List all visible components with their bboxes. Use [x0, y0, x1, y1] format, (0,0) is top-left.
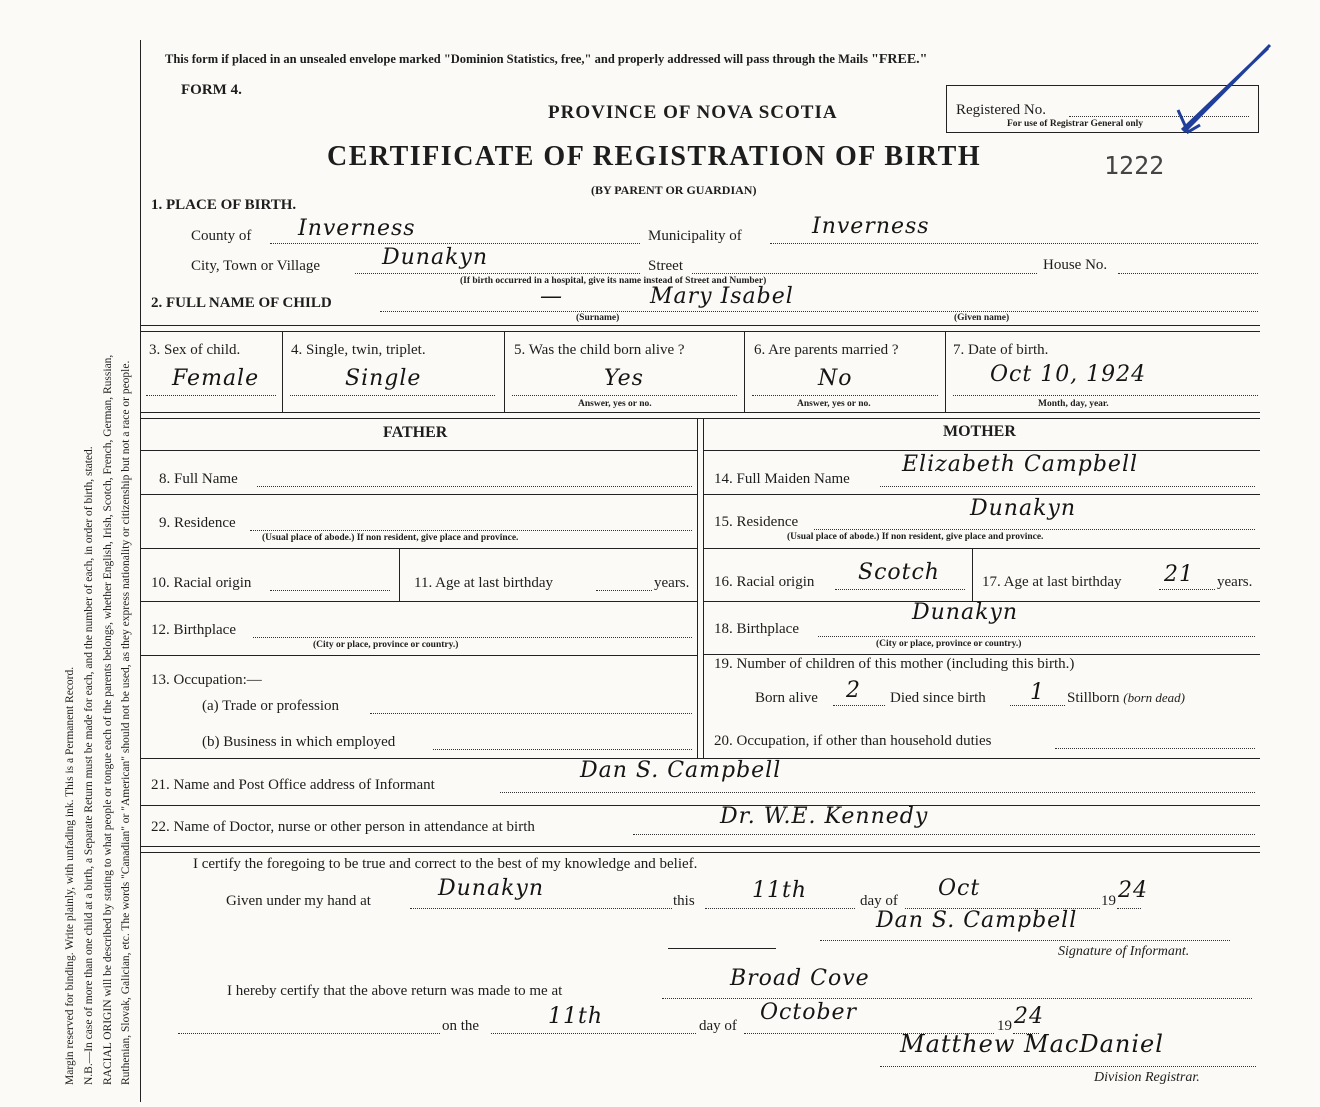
- died-since-birth-value: 1: [1030, 680, 1045, 705]
- col-divider-4: [945, 332, 946, 412]
- blue-check-mark: [1170, 40, 1280, 140]
- col-divider-2: [504, 332, 505, 412]
- father-age-line: [596, 590, 652, 591]
- given-place-line: [410, 908, 672, 909]
- margin-note-racial-origin: RACIAL ORIGIN will be described by stating to what people or tongue each of the parents belongs, whether English, Irish, Scotch, French, German, Russian,: [102, 354, 114, 1085]
- registrar-day-of-label: day of: [699, 1018, 737, 1034]
- parents-married-label: 6. Are parents married ?: [754, 342, 899, 358]
- given-this-label: this: [673, 893, 695, 909]
- form-left-border: [140, 40, 141, 1102]
- born-alive-label: 5. Was the child born alive ?: [514, 342, 685, 358]
- mother-residence-label: 15. Residence: [714, 514, 799, 530]
- registrar-day-value: 11th: [548, 1004, 604, 1029]
- postal-note: [165, 52, 927, 68]
- postal-free: "FREE.": [871, 52, 928, 67]
- registrar-year-value: 24: [1014, 1004, 1044, 1029]
- registered-no-label: Registered No.: [956, 102, 1046, 118]
- registrar-signature: Matthew MacDaniel: [900, 1030, 1164, 1058]
- given-day-value: 11th: [752, 878, 808, 903]
- child-given-value: Mary Isabel: [650, 284, 794, 309]
- street-line: [692, 273, 1037, 274]
- postal-note-text: This form if placed in an unsealed envelope marked "Dominion Statistics, free," and properly addressed will pass through the Mails: [165, 52, 868, 66]
- margin-note-binding: Margin reserved for binding. Write plainly, with unfading ink. This is a Permanent Record.: [64, 666, 76, 1085]
- died-since-birth-label: Died since birth: [890, 690, 986, 706]
- father-trade-line: [370, 713, 692, 714]
- divider-top-2: [141, 331, 1260, 332]
- given-year-prefix: 19: [1101, 893, 1116, 909]
- plurality-line: [290, 395, 495, 396]
- father-race-line: [270, 590, 390, 591]
- mother-birthplace-caption: (City or place, province or country.): [876, 639, 1022, 649]
- registrar-place-value: Broad Cove: [730, 966, 870, 991]
- province-heading: PROVINCE OF NOVA SCOTIA: [548, 102, 838, 123]
- sex-line: [146, 395, 276, 396]
- born-alive-count-value: 2: [846, 678, 861, 703]
- father-heading-rule: [141, 450, 697, 451]
- father-business-line: [433, 749, 692, 750]
- divider-parents-1: [141, 412, 1260, 413]
- mother-name-label: 14. Full Maiden Name: [714, 471, 850, 487]
- place-of-birth-section-label: 1. PLACE OF BIRTH.: [151, 197, 297, 213]
- mother-occupation-line: [1055, 748, 1255, 749]
- father-age-unit: years.: [654, 575, 690, 591]
- registrar-place-line: [662, 998, 1252, 999]
- mother-heading: MOTHER: [943, 423, 1016, 440]
- margin-note-multiple-births: N.B.—In case of more than one child at a birth, a Separate Return must be made for each, and the number of each, in order of birth, stated.: [83, 446, 95, 1085]
- registrar-month-value: October: [760, 1000, 858, 1025]
- mother-name-line: [880, 486, 1255, 487]
- born-alive-caption: Answer, yes or no.: [578, 399, 652, 409]
- child-surname-value: —: [540, 284, 563, 309]
- given-name-caption: (Given name): [954, 313, 1010, 323]
- father-trade-label: (a) Trade or profession: [202, 698, 340, 714]
- mother-race-label: 16. Racial origin: [714, 574, 815, 590]
- mother-children-label: 19. Number of children of this mother (including this birth.): [714, 656, 1075, 672]
- surname-caption: (Surname): [576, 313, 620, 323]
- registrar-year-prefix: 19: [997, 1018, 1012, 1034]
- father-row-rule-1: [141, 494, 697, 495]
- given-place-value: Dunakyn: [438, 876, 545, 901]
- margin-note-nationality: Ruthenian, Slovak, Galician, etc. The words "Canadian" or "American" should not be used, as they express nationality or citizenship but not a race or people.: [120, 360, 132, 1085]
- father-row-rule-3: [141, 601, 697, 602]
- mother-residence-line: [814, 529, 1255, 530]
- divider-top-1: [141, 325, 1260, 326]
- given-day-of-label: day of: [860, 893, 898, 909]
- father-race-label: 10. Racial origin: [151, 575, 252, 591]
- parents-married-value: No: [818, 366, 853, 391]
- father-row-rule-4: [141, 655, 697, 656]
- col-divider-3: [744, 332, 745, 412]
- registrar-on-the-label: on the: [442, 1018, 480, 1034]
- mother-race-age-divider: [972, 549, 973, 601]
- father-residence-label: 9. Residence: [159, 515, 236, 531]
- city-label: City, Town or Village: [191, 258, 321, 274]
- father-age-label: 11. Age at last birthday: [414, 575, 553, 591]
- father-name-label: 8. Full Name: [159, 471, 238, 487]
- county-line: [270, 243, 640, 244]
- plurality-value: Single: [345, 366, 422, 391]
- city-value: Dunakyn: [382, 245, 489, 270]
- father-birthplace-label: 12. Birthplace: [151, 622, 236, 638]
- born-alive-value: Yes: [604, 366, 644, 391]
- date-of-birth-line: [953, 395, 1258, 396]
- parents-married-caption: Answer, yes or no.: [797, 399, 871, 409]
- divider-certification-1: [141, 846, 1260, 847]
- child-name-label: 2. FULL NAME OF CHILD: [151, 295, 332, 311]
- father-row-rule-2: [141, 548, 697, 549]
- form-number: FORM 4.: [181, 82, 242, 98]
- mother-race-value: Scotch: [858, 560, 940, 585]
- given-year-value: 24: [1118, 878, 1148, 903]
- sex-value: Female: [172, 366, 260, 391]
- page-subtitle: (BY PARENT OR GUARDIAN): [591, 183, 757, 197]
- house-no-label: House No.: [1043, 257, 1108, 273]
- parents-divider-b: [703, 419, 704, 758]
- registrar-blank-line: [178, 1033, 440, 1034]
- mother-birthplace-value: Dunakyn: [912, 600, 1019, 625]
- mother-residence-value: Dunakyn: [970, 496, 1077, 521]
- city-line: [355, 273, 640, 274]
- municipality-value: Inverness: [812, 214, 930, 239]
- municipality-line: [770, 243, 1258, 244]
- registrar-signature-caption: Division Registrar.: [1094, 1070, 1200, 1085]
- sex-label: 3. Sex of child.: [149, 342, 241, 358]
- father-heading: FATHER: [383, 424, 448, 441]
- divider-doctor: [141, 805, 1260, 806]
- mother-birthplace-line: [818, 636, 1255, 637]
- mother-race-line: [835, 589, 965, 590]
- date-of-birth-label: 7. Date of birth.: [953, 342, 1049, 358]
- mother-row-rule-2: [703, 548, 1260, 549]
- certification-statement: I certify the foregoing to be true and correct to the best of my knowledge and belief.: [193, 856, 698, 872]
- father-business-label: (b) Business in which employed: [202, 734, 396, 750]
- informant-label: 21. Name and Post Office address of Informant: [151, 777, 435, 793]
- doctor-label: 22. Name of Doctor, nurse or other person in attendance at birth: [151, 819, 535, 835]
- county-label: County of: [191, 228, 252, 244]
- date-of-birth-value: Oct 10, 1924: [990, 362, 1147, 387]
- father-birthplace-caption: (City or place, province or country.): [313, 640, 459, 650]
- born-alive-line: [512, 395, 737, 396]
- born-alive-count-label: Born alive: [755, 690, 818, 706]
- stillborn-note: (born dead): [1123, 690, 1186, 705]
- mother-heading-rule: [703, 450, 1260, 451]
- born-alive-count-line: [833, 705, 885, 706]
- mother-residence-caption: (Usual place of abode.) If non resident, give place and province.: [787, 532, 1044, 542]
- mother-birthplace-label: 18. Birthplace: [714, 621, 799, 637]
- died-since-birth-line: [1010, 705, 1065, 706]
- mother-age-value: 21: [1164, 562, 1194, 587]
- street-label: Street: [648, 258, 683, 274]
- street-note: (If birth occurred in a hospital, give its name instead of Street and Number): [460, 276, 767, 286]
- mother-row-rule-1: [703, 494, 1260, 495]
- mother-occupation-label: 20. Occupation, if other than household duties: [714, 733, 992, 749]
- informant-signature: Dan S. Campbell: [876, 908, 1078, 933]
- father-residence-line: [250, 530, 692, 531]
- given-under-hand-label: Given under my hand at: [226, 893, 371, 909]
- given-day-line: [705, 908, 855, 909]
- child-name-line: [380, 311, 1258, 312]
- parents-married-line: [752, 395, 938, 396]
- father-name-line: [257, 486, 692, 487]
- date-of-birth-caption: Month, day, year.: [1038, 399, 1109, 409]
- parents-divider-a: [697, 419, 698, 758]
- doctor-value: Dr. W.E. Kennedy: [720, 804, 929, 829]
- mother-age-unit: years.: [1217, 574, 1253, 590]
- divider-certification-2: [141, 852, 1260, 853]
- father-birthplace-line: [253, 637, 692, 638]
- given-month-value: Oct: [938, 876, 981, 901]
- doctor-line: [633, 834, 1255, 835]
- county-value: Inverness: [298, 216, 416, 241]
- informant-signature-caption: Signature of Informant.: [1058, 944, 1190, 959]
- informant-line: [500, 792, 1255, 793]
- municipality-label: Municipality of: [648, 228, 742, 244]
- plurality-label: 4. Single, twin, triplet.: [291, 342, 426, 358]
- father-residence-caption: (Usual place of abode.) If non resident, give place and province.: [262, 533, 519, 543]
- house-no-line: [1118, 273, 1258, 274]
- mother-age-label: 17. Age at last birthday: [982, 574, 1122, 590]
- registrar-signature-line: [880, 1066, 1256, 1067]
- col-divider-1: [282, 332, 283, 412]
- certification-separator: [668, 948, 776, 949]
- divider-parents-2: [141, 418, 1260, 419]
- father-occupation-label: 13. Occupation:—: [151, 672, 262, 688]
- page-title: CERTIFICATE OF REGISTRATION OF BIRTH: [327, 141, 982, 172]
- registrar-statement: I hereby certify that the above return was made to me at: [227, 983, 563, 999]
- mother-row-rule-4: [703, 654, 1260, 655]
- stillborn-label-text: Stillborn: [1067, 690, 1120, 706]
- stamped-number: 1222: [1104, 151, 1165, 180]
- registrar-day-line: [491, 1033, 696, 1034]
- registrar-use-label: For use of Registrar General only: [1007, 119, 1144, 129]
- stillborn-label: [1067, 690, 1185, 707]
- informant-signature-line: [820, 940, 1230, 941]
- mother-name-value: Elizabeth Campbell: [902, 452, 1139, 477]
- informant-value: Dan S. Campbell: [580, 758, 782, 783]
- given-year-line: [1117, 908, 1141, 909]
- mother-age-line: [1159, 589, 1215, 590]
- father-race-age-divider: [399, 549, 400, 601]
